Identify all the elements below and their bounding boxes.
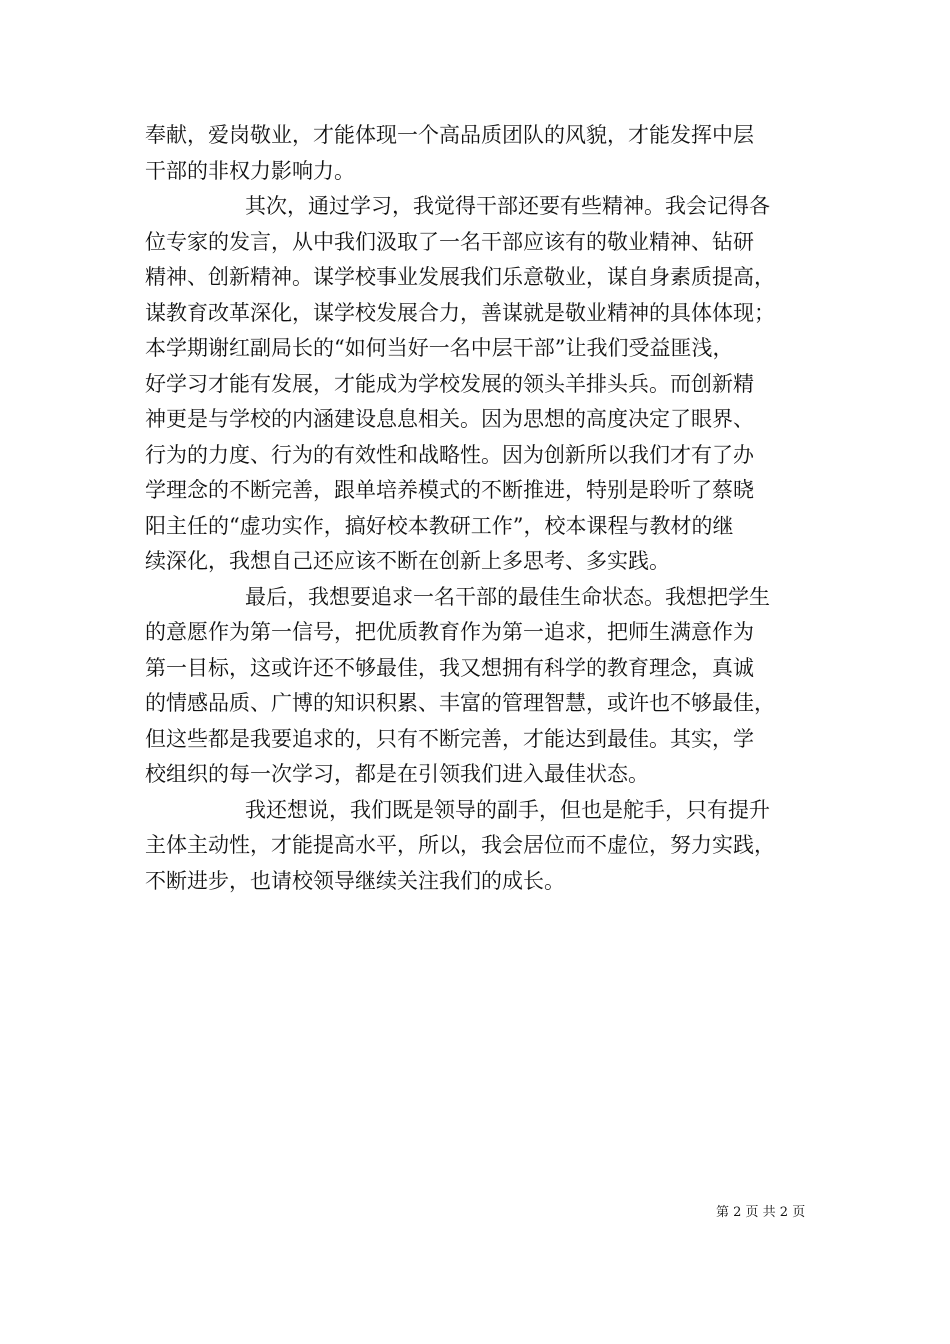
paragraph-start-line: 最后，我想要追求一名干部的最佳生命状态。我想把学生 xyxy=(245,584,770,609)
page-number: 第 2 页 共 2 页 xyxy=(716,1205,806,1220)
text-line: 行为的力度、行为的有效性和战略性。因为创新所以我们才有了办 xyxy=(145,442,754,467)
text-line: 主体主动性，才能提高水平，所以，我会居位而不虚位，努力实践， xyxy=(145,833,775,857)
document-body xyxy=(145,118,825,899)
text-line: 的情感品质、广博的知识积累、丰富的管理智慧，或许也不够最佳， xyxy=(145,691,775,715)
text-line: 位专家的发言，从中我们汲取了一名干部应该有的敬业精神、钻研 xyxy=(145,229,754,254)
text-line: 校组织的每一次学习，都是在引领我们进入最佳状态。 xyxy=(145,762,649,786)
text-line: 学理念的不断完善，跟单培养模式的不断推进，特别是聆听了蔡晓 xyxy=(145,478,754,502)
text-line: 续深化，我想自己还应该不断在创新上多思考、多实践。 xyxy=(145,549,670,573)
text-line: 神更是与学校的内涵建设息息相关。因为思想的高度决定了眼界、 xyxy=(145,407,754,431)
text-line: 谋教育改革深化，谋学校发展合力，善谋就是敬业精神的具体体现； xyxy=(145,300,775,325)
text-line: 本学期谢红副局长的“如何当好一名中层干部”让我们受益匪浅， xyxy=(145,336,734,360)
text-line: 的意愿作为第一信号，把优质教育作为第一追求，把师生满意作为 xyxy=(145,620,754,644)
text-line: 阳主任的“虚功实作，搞好校本教研工作”，校本课程与教材的继 xyxy=(145,513,734,538)
text-line: 好学习才能有发展，才能成为学校发展的领头羊排头兵。而创新精 xyxy=(145,371,754,396)
text-line: 奉献，爱岗敬业，才能体现一个高品质团队的风貌，才能发挥中层 xyxy=(145,123,754,147)
text-line: 第一目标，这或许还不够最佳，我又想拥有科学的教育理念，真诚 xyxy=(145,655,754,680)
paragraph-start-line: 我还想说，我们既是领导的副手，但也是舵手，只有提升 xyxy=(245,797,770,822)
paragraph-start-line: 其次，通过学习，我觉得干部还要有些精神。我会记得各 xyxy=(245,194,770,218)
text-line: 不断进步，也请校领导继续关注我们的成长。 xyxy=(145,868,565,893)
text-line: 干部的非权力影响力。 xyxy=(145,158,355,183)
text-line: 但这些都是我要追求的，只有不断完善，才能达到最佳。其实，学 xyxy=(145,726,754,751)
text-line: 精神、创新精神。谋学校事业发展我们乐意敬业，谋自身素质提高， xyxy=(145,265,775,289)
